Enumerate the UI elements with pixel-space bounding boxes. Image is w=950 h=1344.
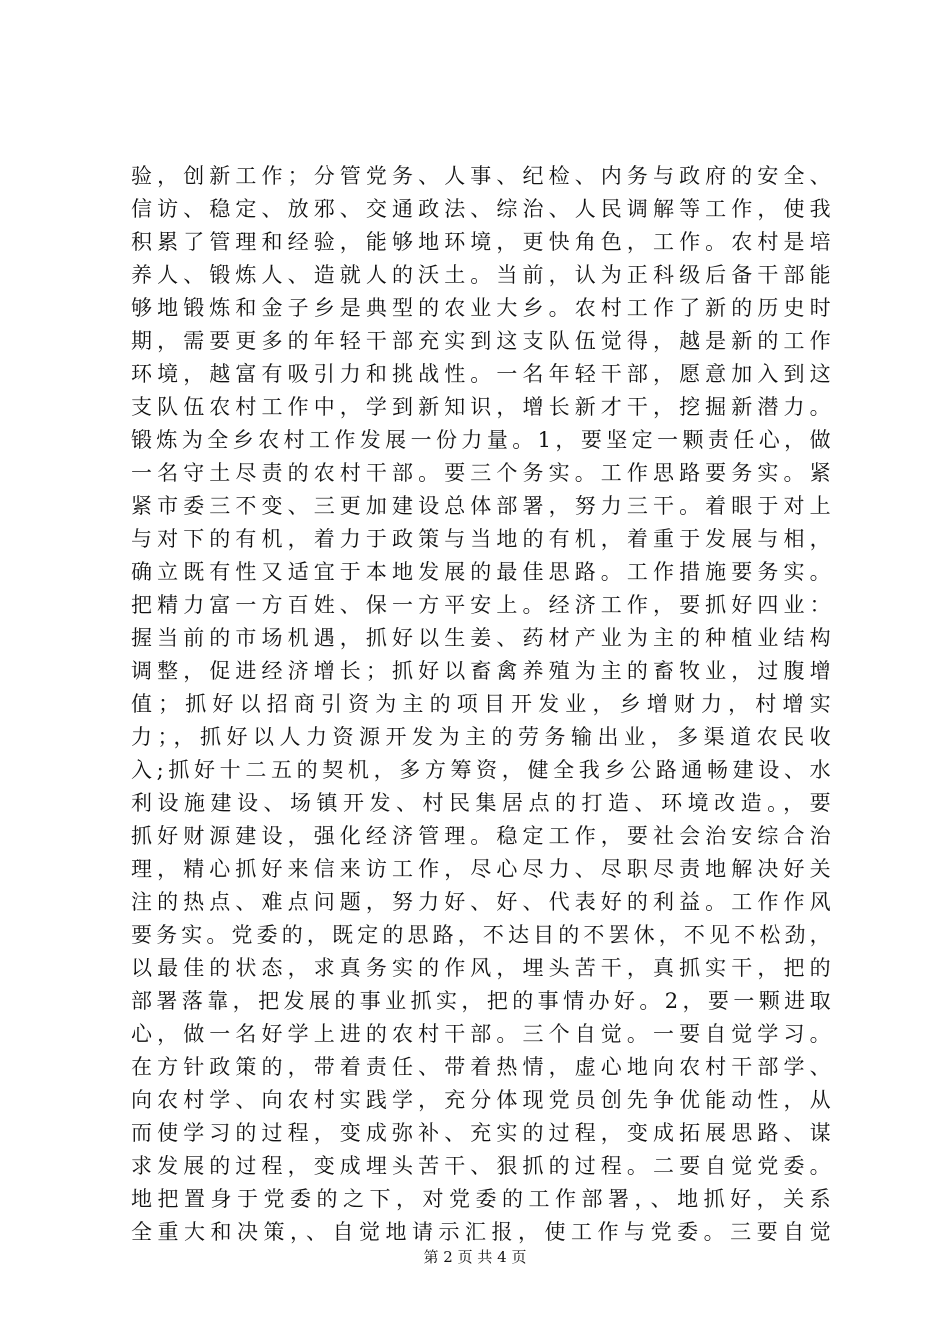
text-line: 要务实。党委的，既定的思路，不达目的不罢休，不见不松劲， — [131, 923, 831, 947]
page-footer: 第 2 页 共 4 页 — [423, 1248, 527, 1266]
text-line: 把精力富一方百姓、保一方平安上。经济工作，要抓好四业： — [131, 593, 831, 617]
text-line: 支队伍农村工作中，学到新知识，增长新才干，挖掘新潜力。 — [131, 395, 831, 419]
text-line: 一名守土尽责的农村干部。要三个务实。工作思路要务实。紧 — [131, 461, 831, 485]
text-line: 求发展的过程，变成埋头苦干、狠抓的过程。二要自觉党委。 — [131, 1154, 831, 1178]
text-line: 在方针政策的，带着责任、带着热情，虚心地向农村干部学、 — [131, 1055, 831, 1079]
body-text — [131, 160, 831, 1249]
text-line: 环境，越富有吸引力和挑战性。一名年轻干部，愿意加入到这 — [131, 362, 831, 386]
text-line: 养人、锻炼人、造就人的沃土。当前，认为正科级后备干部能 — [131, 263, 831, 287]
text-line: 而使学习的过程，变成弥补、充实的过程，变成拓展思路、谋 — [131, 1121, 831, 1145]
text-line: 期，需要更多的年轻干部充实到这支队伍觉得，越是新的工作 — [131, 329, 831, 353]
text-line: 利设施建设、场镇开发、村民集居点的打造、环境改造。，要 — [131, 791, 831, 815]
text-line: 确立既有性又适宜于本地发展的最佳思路。工作措施要务实。 — [131, 560, 831, 584]
text-line: 以最佳的状态，求真务实的作风，埋头苦干，真抓实干，把的 — [131, 956, 831, 980]
text-line: 抓好财源建设，强化经济管理。稳定工作，要社会治安综合治 — [131, 824, 831, 848]
text-line: 积累了管理和经验，能够地环境，更快角色，工作。农村是培 — [131, 230, 831, 254]
text-line: 调整，促进经济增长；抓好以畜禽养殖为主的畜牧业，过腹增 — [131, 659, 831, 683]
text-line: 向农村学、向农村实践学，充分体现党员创先争优能动性，从 — [131, 1088, 831, 1112]
text-line: 注的热点、难点问题，努力好、好、代表好的利益。工作作风 — [131, 890, 831, 914]
text-line: 紧市委三不变、三更加建设总体部署，努力三干。着眼于对上 — [131, 494, 831, 518]
text-line: 理，精心抓好来信来访工作，尽心尽力、尽职尽责地解决好关 — [131, 857, 831, 881]
text-line: 力；，抓好以人力资源开发为主的劳务输出业，多渠道农民收 — [131, 725, 831, 749]
text-line: 部署落靠，把发展的事业抓实，把的事情办好。2，要一颗进取 — [131, 989, 831, 1013]
text-line: 全重大和决策，、自觉地请示汇报，使工作与党委。三要自觉 — [131, 1220, 831, 1244]
text-line: 心，做一名好学上进的农村干部。三个自觉。一要自觉学习。 — [131, 1022, 831, 1046]
text-line: 地把置身于党委的之下，对党委的工作部署，、地抓好，关系 — [131, 1187, 831, 1211]
text-line: 验，创新工作；分管党务、人事、纪检、内务与政府的安全、 — [131, 164, 831, 188]
text-line: 入;抓好十二五的契机，多方筹资，健全我乡公路通畅建设、水 — [131, 758, 831, 782]
text-line: 握当前的市场机遇，抓好以生姜、药材产业为主的种植业结构 — [131, 626, 831, 650]
text-line: 够地锻炼和金子乡是典型的农业大乡。农村工作了新的历史时 — [131, 296, 831, 320]
text-line: 值；抓好以招商引资为主的项目开发业，乡增财力，村增实 — [131, 692, 831, 716]
text-line: 锻炼为全乡农村工作发展一份力量。1，要坚定一颗责任心，做 — [131, 428, 831, 452]
text-line: 与对下的有机，着力于政策与当地的有机，着重于发展与相， — [131, 527, 831, 551]
text-line: 信访、稳定、放邪、交通政法、综治、人民调解等工作，使我 — [131, 197, 831, 221]
